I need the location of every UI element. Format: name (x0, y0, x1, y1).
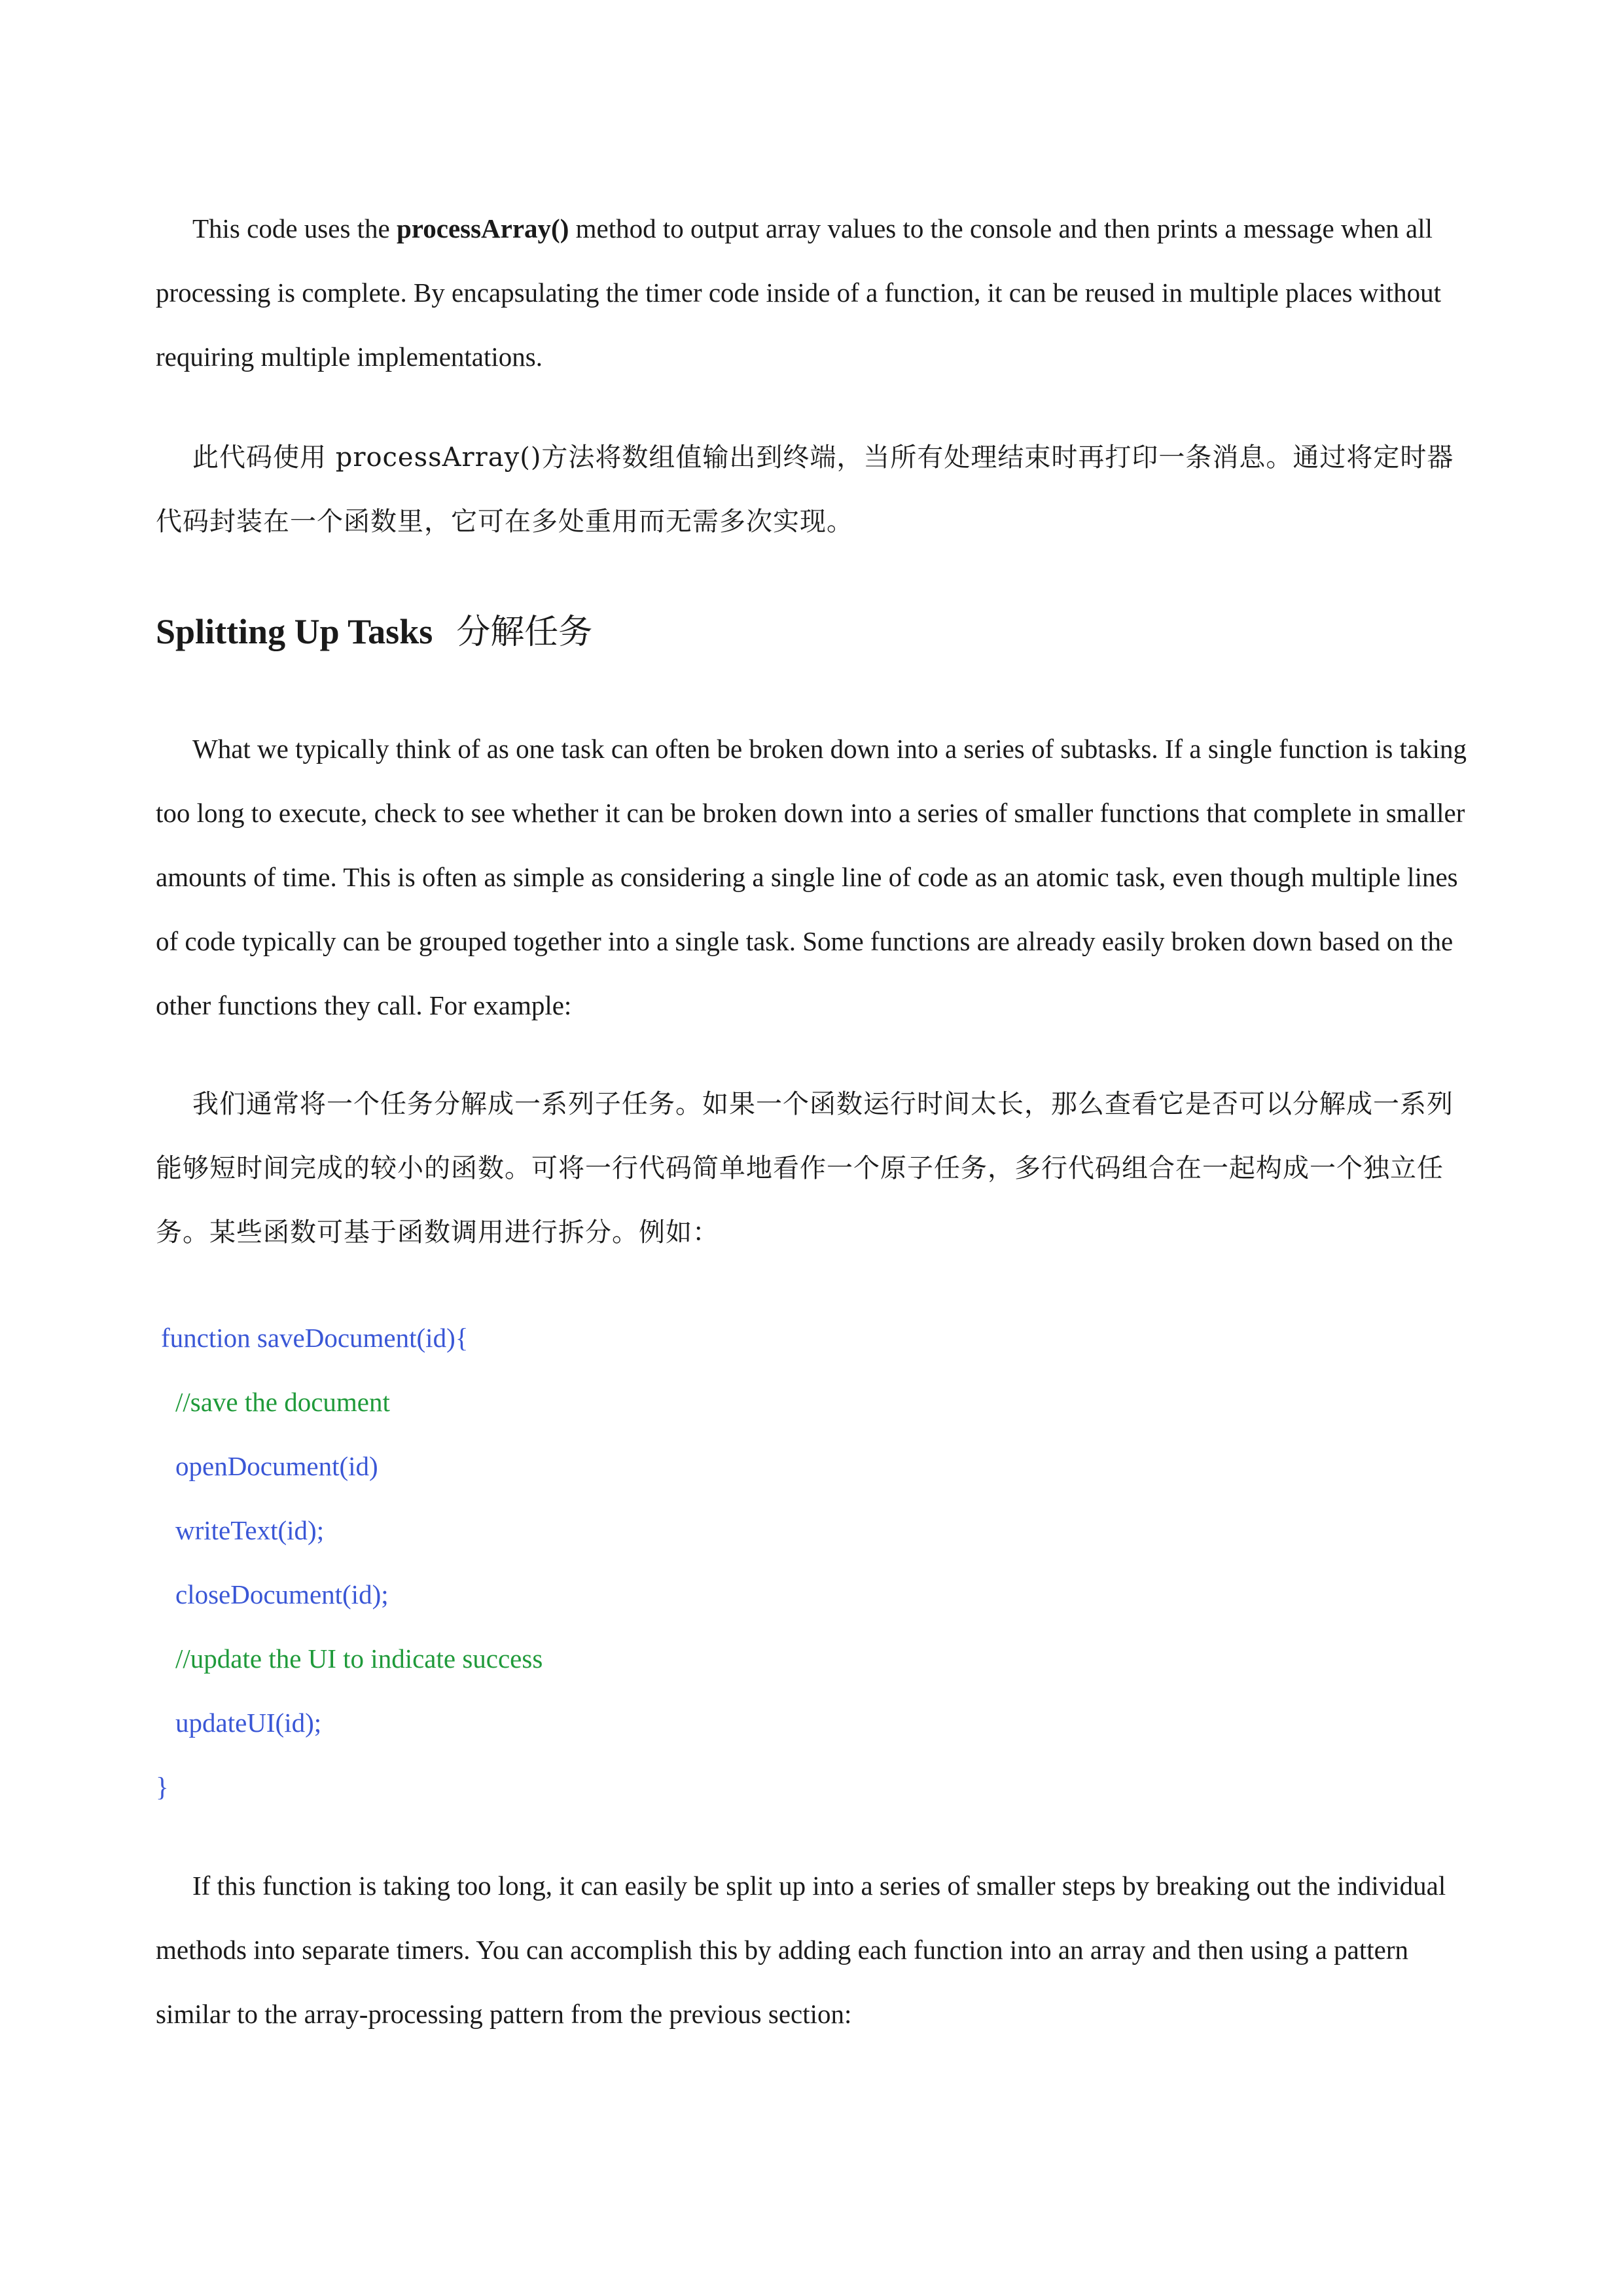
code-line-closing-brace: } (156, 1772, 169, 1802)
code-line-open-document: openDocument(id) (175, 1451, 378, 1481)
code-line-write-text: writeText(id); (175, 1515, 325, 1545)
code-line-update-ui: updateUI(id); (175, 1708, 322, 1738)
paragraph-intro-text-a: This code uses the (192, 213, 397, 243)
paragraph-subtasks: What we typically think of as one task can often be broken down into a series of subtasks. If a single function is taking too long to execute, check to see whether it can be broken down into a series of smaller functions that complete in smaller amounts of time. This is often as simple as considering a single line of code as an atomic task, even though multiple lines of code typically can be grouped together into a single task. Some functions are already easily broken down based on the other functions they call. For example: (156, 734, 1467, 1020)
code-comment-update-ui: //update the UI to indicate success (175, 1643, 543, 1674)
paragraph-subtasks-chinese: 我们通常将一个任务分解成一系列子任务。如果一个函数运行时间太长，那么查看它是否可以分解成一系列能够短时间完成的较小的函数。可将一行代码简单地看作一个原子任务，多行代码组合在一起构成一个独立任务。某些函数可基于函数调用进行拆分。例如： (156, 1089, 1454, 1247)
paragraph-timers: If this function is taking too long, it can easily be split up into a series of smaller steps by breaking out the individual methods into separate timers. You can accomplish this by adding each function into an array and then using a pattern similar to the array-processing pattern from the previous section: (156, 1871, 1446, 2029)
code-block (156, 1306, 1470, 1819)
paragraph-intro-text-b: method to output array values to the console and then prints a message when all processing is complete. By encapsulating the timer code inside of a function, it can be reused in multiple places without requiring multiple implementations. (156, 213, 1442, 372)
code-line-close-document: closeDocument(id); (175, 1579, 389, 1609)
process-array-method-name: processArray() (396, 213, 569, 243)
paragraph-intro (156, 196, 1471, 389)
paragraph-intro-chinese: 此代码使用 processArray()方法将数组值输出到终端，当所有处理结束时再打印一条消息。通过将定时器代码封装在一个函数里，它可在多处重用而无需多次实现。 (156, 442, 1454, 537)
section-heading-english: Splitting Up Tasks (156, 612, 433, 651)
section-heading (156, 609, 592, 655)
code-comment-save: //save the document (175, 1387, 390, 1417)
code-line-function-declaration: function saveDocument(id){ (161, 1323, 469, 1353)
section-heading-chinese: 分解任务 (456, 613, 593, 652)
